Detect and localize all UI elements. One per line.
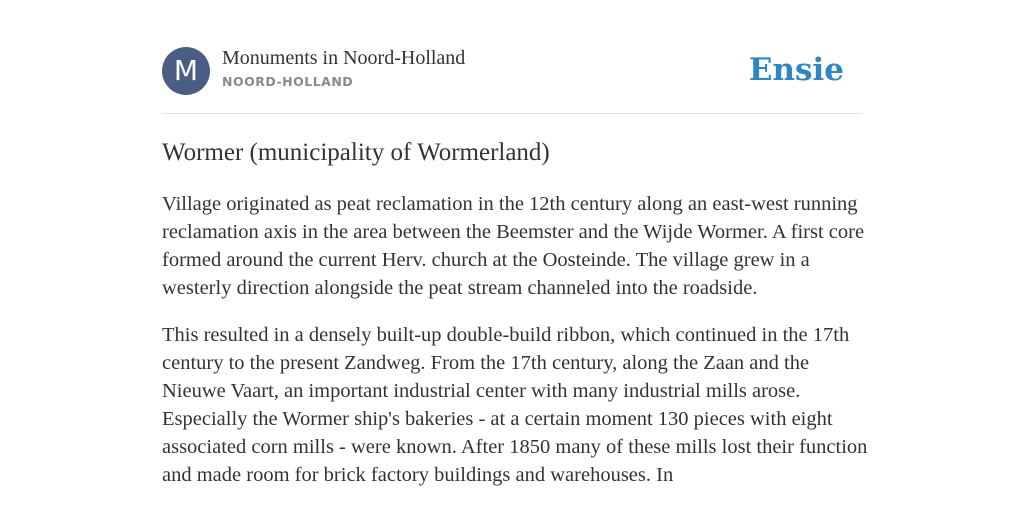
ensie-logo[interactable]: Ensie (748, 52, 844, 88)
collection-avatar[interactable]: M (162, 47, 210, 95)
article-paragraph-2: This resulted in a densely built-up double-build ribbon, which continued in the 17th century to the present Zandweg. From the 17th century, along the Zaan and the Nieuwe Vaart, an important industrial center with many industrial mills arose. Especially the Wormer ship's bakeries - at a certain moment 130 pieces with eight associated corn mills - were known. After 1850 many of these mills lost their function and made room for brick factory buildings and warehouses. In (162, 324, 868, 486)
header-divider (162, 113, 862, 114)
article-body (162, 190, 868, 508)
article-paragraph-1: Village originated as peat reclamation in the 12th century along an east-west running reclamation axis in the area between the Beemster and the Wijde Wormer. A first core formed around the current Herv. church at the Oosteinde. The village grew in a westerly direction alongside the peat stream channeled into the roadside. (162, 193, 865, 299)
collection-title[interactable]: Monuments in Noord-Holland (222, 47, 466, 69)
article-title: Wormer (municipality of Wormerland) (162, 139, 550, 166)
collection-header (162, 46, 862, 96)
collection-subtitle[interactable]: NOORD-HOLLAND (222, 74, 354, 89)
